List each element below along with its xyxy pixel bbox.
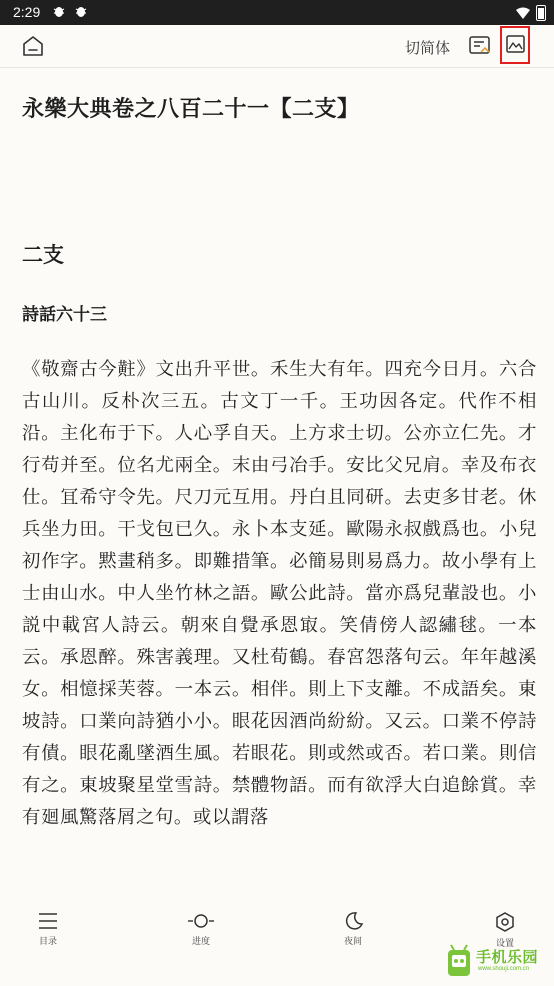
status-bar <box>0 0 554 25</box>
body-text: 《敬齋古今黈》文出升平世。禾生大有年。四充今日月。六合古山川。反朴次三五。古文丁一千。王功因各定。代作不相沿。主化布于下。人心孚自天。上方求士切。公亦立仁先。才行苟并至。位名尤兩全。末由弓冶手。安比父兄肩。幸及布衣仕。冝希守令先。尺刀元互用。丹白且同研。去吏多甘老。休兵坐力田。干戈包已久。永卜本支延。歐陽永叔戲爲也。小兒初作字。黙畫稍多。即難措筆。必簡易則易爲力。故小學有上士由山水。中人坐竹林之語。歐公此詩。當亦爲兒輩設也。小説中載宮人詩云。朝來自覺承恩㝡。笑倩傍人認繡毬。一本云。承恩醉。殊害義理。又杜荀鶴。春宮怨落句云。年年越溪女。相憶採芙蓉。一本云。相伴。則上下支離。不成語矣。東坡詩。口業向詩猶小小。眼花因酒尚紛紛。又云。口業不停詩有債。眼花亂墜酒生風。若眼花。則或然或否。若口業。則信有之。東坡聚星堂雪詩。禁體物語。而有欲浮大白追餘賞。幸有廻風驚落屑之句。或以謂落 <box>22 359 537 828</box>
tab-night-mode-label: 夜间 <box>343 937 362 947</box>
tab-settings-label: 设置 <box>495 939 514 949</box>
chapter-title: 二支 <box>22 243 64 267</box>
tab-progress[interactable] <box>166 912 236 958</box>
status-time: 2:29 <box>13 4 41 20</box>
bug-icon <box>74 4 88 21</box>
watermark-logo-icon <box>444 944 476 978</box>
menu-icon <box>38 912 58 930</box>
tab-night-mode[interactable] <box>318 912 388 958</box>
bug-icon <box>52 4 66 21</box>
image-icon <box>506 35 525 53</box>
watermark-url: www.shouji.com.cn <box>478 966 530 972</box>
battery-icon <box>536 5 546 21</box>
progress-icon <box>188 912 214 930</box>
tab-toc[interactable] <box>13 912 83 958</box>
convert-simplified-button[interactable]: 切简体 <box>405 39 451 57</box>
settings-icon <box>495 912 515 932</box>
home-icon <box>20 35 46 57</box>
tab-toc-label: 目录 <box>38 937 57 947</box>
site-watermark <box>444 944 544 980</box>
tab-progress-label: 进度 <box>191 937 210 947</box>
home-button[interactable] <box>20 35 46 57</box>
image-mode-button[interactable] <box>500 26 530 64</box>
moon-icon <box>343 912 363 930</box>
reader-content[interactable] <box>0 68 554 898</box>
reader-toolbar <box>0 25 554 68</box>
watermark-text: 手机乐园 <box>476 948 539 966</box>
notes-icon <box>468 34 492 58</box>
book-title: 永樂大典卷之八百二十一【二支】 <box>22 97 360 122</box>
section-title: 詩話六十三 <box>22 305 107 325</box>
notes-button[interactable] <box>468 34 492 58</box>
wifi-icon <box>516 6 530 22</box>
